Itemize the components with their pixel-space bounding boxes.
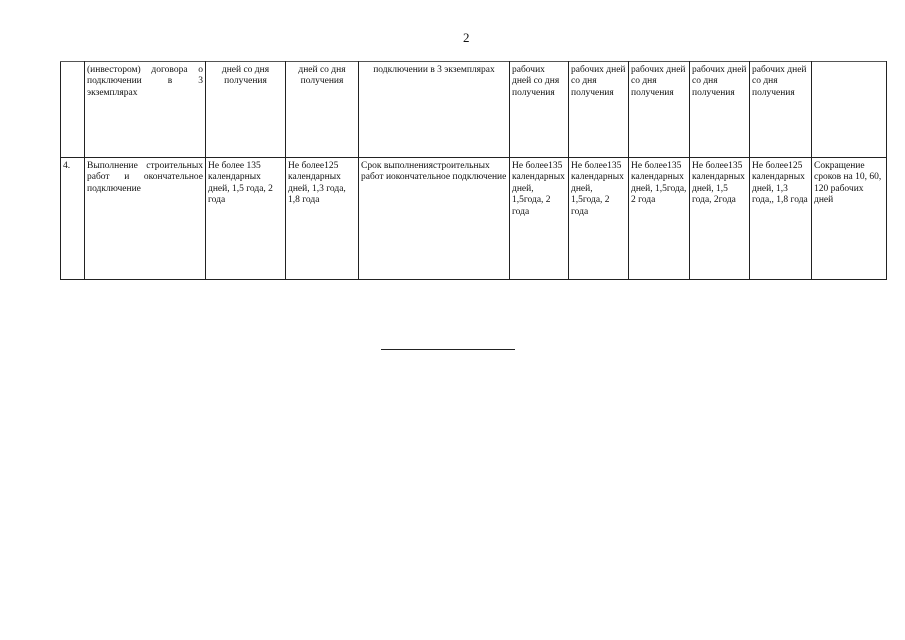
table-row-4: [61, 158, 887, 280]
cell-col3: дней со дня получения: [206, 62, 286, 158]
cell-col10: рабочих дней со дня получения: [750, 62, 812, 158]
cell-col4: дней со дня получения: [286, 62, 359, 158]
cell-col5: Срок выполнениястроительных работ иокончательное подключение: [359, 158, 510, 280]
page-number: 2: [463, 30, 470, 45]
cell-description: (инвестором) договора о подключении в 3 экземплярах: [85, 62, 206, 158]
cell-col6: Не более135 календарных дней, 1,5года, 2 года: [510, 158, 569, 280]
cell-col4: Не более125 календарных дней, 1,3 года, 1,8 года: [286, 158, 359, 280]
cell-col10: Не более125 календарных дней, 1,3 года,, 1,8 года: [750, 158, 812, 280]
cell-number: 4.: [61, 158, 85, 280]
table-row-continuation: [61, 62, 887, 158]
cell-col9: рабочих дней со дня получения: [690, 62, 750, 158]
cell-col8: Не более135 календарных дней, 1,5года, 2 года: [629, 158, 690, 280]
cell-description: Выполнение строительных работ и окончательное подключение: [85, 158, 206, 280]
cell-col9: Не более135 календарных дней, 1,5 года, 2года: [690, 158, 750, 280]
cell-col3: Не более 135 календарных дней, 1,5 года, 2 года: [206, 158, 286, 280]
cell-col7: Не более135 календарных дней, 1,5года, 2 года: [569, 158, 629, 280]
cell-col11: Сокращение сроков на 10, 60, 120 рабочих дней: [812, 158, 887, 280]
cell-number: [61, 62, 85, 158]
cell-col11: [812, 62, 887, 158]
cell-col5: подключении в 3 экземплярах: [359, 62, 510, 158]
cell-col7: рабочих дней со дня получения: [569, 62, 629, 158]
closing-rule: [381, 349, 515, 350]
requirements-table: [60, 61, 887, 280]
cell-col6: рабочих дней со дня получения: [510, 62, 569, 158]
cell-col8: рабочих дней со дня получения: [629, 62, 690, 158]
